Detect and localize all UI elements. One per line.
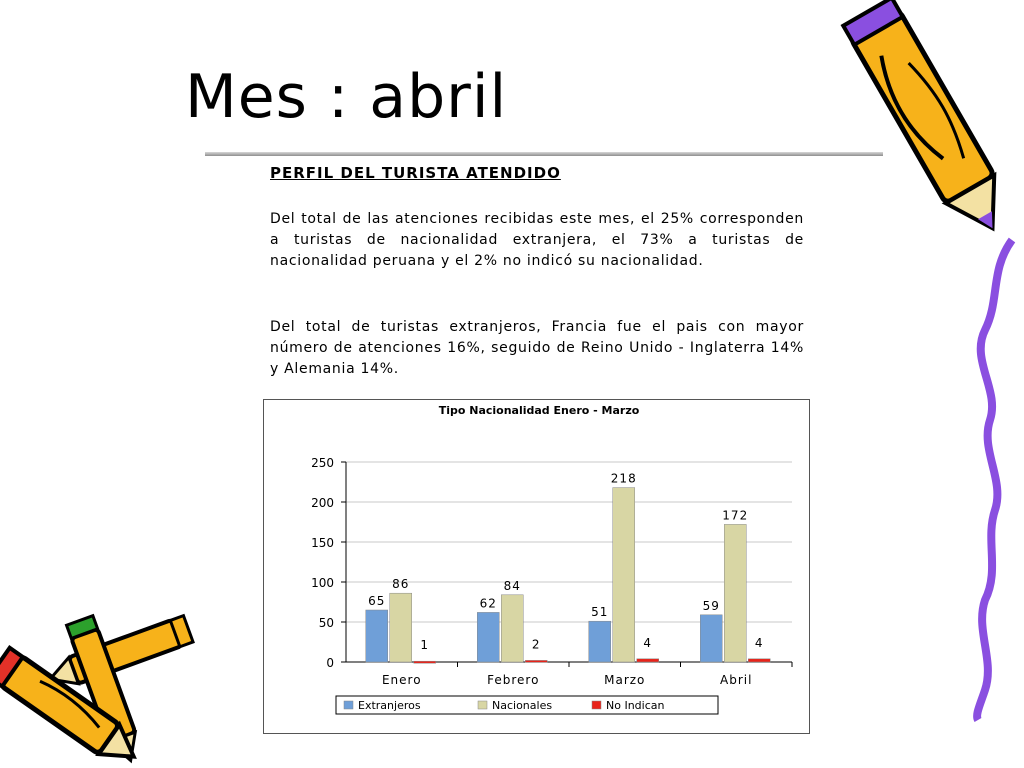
x-tick-label: Febrero bbox=[487, 673, 540, 687]
bar bbox=[501, 595, 523, 662]
data-label: 51 bbox=[591, 605, 609, 620]
bar bbox=[724, 524, 746, 662]
bar bbox=[637, 659, 659, 662]
bar bbox=[589, 621, 611, 662]
y-tick-label: 50 bbox=[318, 616, 334, 630]
data-label: 1 bbox=[420, 638, 430, 653]
data-label: 84 bbox=[503, 578, 521, 593]
bar-chart bbox=[264, 400, 809, 733]
bar bbox=[414, 661, 436, 663]
bar bbox=[477, 612, 499, 662]
pencil-icon bbox=[843, 0, 1016, 242]
bar bbox=[613, 488, 635, 662]
section-heading: PERFIL DEL TURISTA ATENDIDO bbox=[270, 164, 561, 182]
chart-frame bbox=[263, 399, 810, 734]
wavy-line bbox=[977, 240, 1012, 720]
bar bbox=[390, 593, 412, 662]
legend-label: Nacionales bbox=[492, 699, 553, 712]
legend-swatch bbox=[478, 701, 487, 709]
bar bbox=[700, 615, 722, 662]
data-label: 172 bbox=[722, 508, 749, 523]
bar bbox=[748, 659, 770, 662]
data-label: 62 bbox=[479, 596, 497, 611]
data-label: 65 bbox=[368, 594, 386, 608]
legend-swatch bbox=[344, 701, 353, 709]
chart-title: Tipo Nacionalidad Enero - Marzo bbox=[438, 404, 640, 417]
y-tick-label: 0 bbox=[326, 656, 334, 670]
paragraph-summary: Del total de las atenciones recibidas este mes, el 25% corresponden a turistas de nacionalidad extranjera, el 73% a turistas de nacionalidad peruana y el 2% no indicó su nacionalidad. bbox=[270, 211, 804, 269]
bar bbox=[525, 660, 547, 662]
paragraph-foreign-tourists: Del total de turistas extranjeros, Francia fue el pais con mayor número de atenciones 16%, seguido de Reino Unido - Inglaterra 14% y Alemania 14%. bbox=[270, 319, 804, 377]
x-tick-label: Enero bbox=[381, 673, 422, 687]
legend-label: No Indican bbox=[606, 699, 665, 712]
legend-swatch bbox=[592, 701, 601, 709]
data-label: 2 bbox=[531, 637, 541, 652]
data-label: 4 bbox=[643, 635, 653, 650]
legend-label: Extranjeros bbox=[358, 699, 421, 712]
slide-title: Mes : abril bbox=[185, 62, 508, 132]
title-divider bbox=[205, 152, 883, 156]
x-tick-label: Abril bbox=[720, 673, 753, 687]
bar bbox=[366, 610, 388, 662]
x-tick-label: Marzo bbox=[604, 673, 646, 687]
y-tick-label: 100 bbox=[311, 576, 334, 590]
y-tick-label: 250 bbox=[311, 456, 334, 470]
data-label: 4 bbox=[754, 635, 764, 650]
data-label: 86 bbox=[392, 577, 410, 592]
data-label: 218 bbox=[610, 471, 637, 486]
y-tick-label: 200 bbox=[311, 496, 334, 510]
data-label: 59 bbox=[702, 598, 720, 613]
y-tick-label: 150 bbox=[311, 536, 334, 550]
